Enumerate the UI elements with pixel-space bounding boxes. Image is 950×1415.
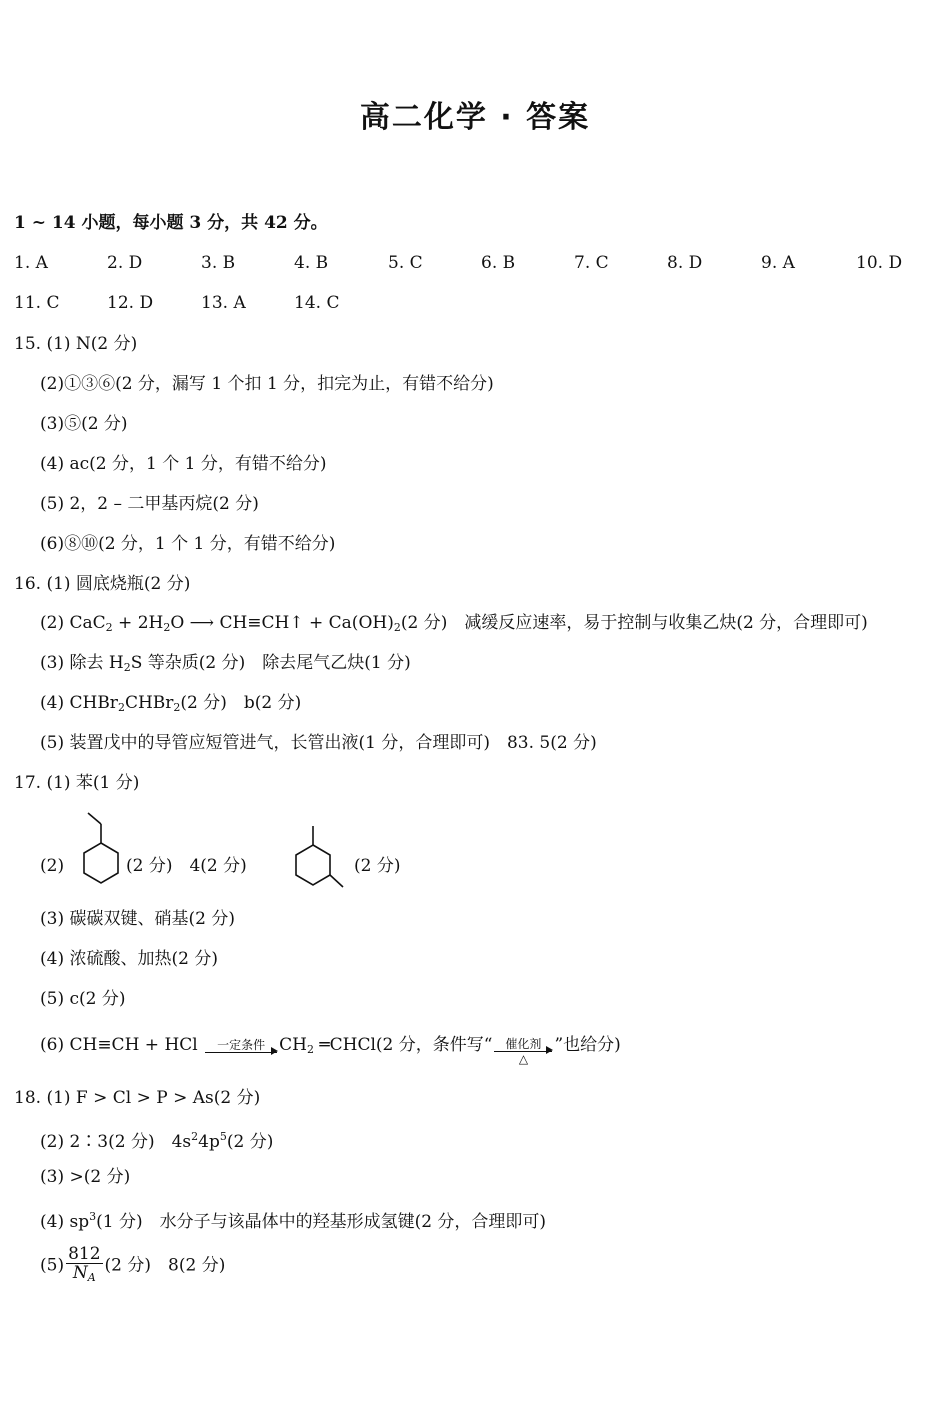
q17-line-1: 17. (1) 苯(1 分) [14,773,140,793]
mc-answer: 3. B [201,253,236,273]
q16-text-part: S 等杂质(2 分) 除去尾气乙炔(1 分) [130,653,411,673]
q16-line-5: (5) 装置戊中的导管应短管进气，长管出液(1 分，合理即可) 83. 5(2 分) [40,733,597,753]
q17-line-4: (4) 浓硫酸、加热(2 分) [40,949,218,969]
q15-line-2: (2)①③⑥(2 分，漏写 1 个扣 1 分，扣完为止，有错不给分) [40,374,494,394]
q16-eq-part: + 2H [112,613,164,633]
q18-line-5 [40,1245,225,1287]
subscript: 2 [306,1043,314,1056]
mc-answer: 5. C [388,253,423,273]
q17-line-2a: (2) [40,856,65,876]
page-title: 高二化学 · 答案 [359,100,591,135]
mc-answer: 2. D [107,253,143,273]
subscript: 2 [105,621,113,634]
q16-text-part: CHBr [124,693,174,713]
mc-answer: 6. B [481,253,516,273]
q18-text-part: 4p [198,1132,220,1152]
q16-text-part: (3) 除去 H [40,653,124,673]
mc-answer: 11. C [14,293,60,313]
q17-line-2c: (2 分) [354,856,401,876]
subscript: 2 [393,621,401,634]
subscript: 2 [117,701,125,714]
subscript: 2 [173,701,181,714]
superscript: 2 [191,1130,199,1143]
fraction [66,1245,102,1287]
ethylcyclohexane-structure-icon [76,808,126,888]
q18-line-3: (3) >(2 分) [40,1167,131,1187]
mc-answer: 9. A [761,253,795,273]
q18-text-part: (4) sp [40,1212,90,1232]
mc-answer: 1. A [14,253,48,273]
arrow-catalyst: 催化剂 [505,1037,542,1051]
superscript: 3 [89,1210,97,1223]
q18-line-2 [40,1126,273,1153]
mc-answer: 10. D [856,253,903,273]
reaction-arrow-icon [205,1038,277,1053]
q17-line-2b: (2 分) 4(2 分) [126,856,247,876]
q16-text-part: (2 分) b(2 分) [180,693,302,713]
mc-answer: 8. D [667,253,703,273]
q16-line-4 [40,692,301,719]
q17-line-5: (5) c(2 分) [40,989,126,1009]
q15-line-1: 15. (1) N(2 分) [14,334,138,354]
q16-line-2 [40,612,868,639]
q16-eq-part: (2 分) 减缓反应速率，易于控制与收集乙炔(2 分，合理即可) [400,613,868,633]
q18-text-part: (2) 2∶3(2 分) 4s [40,1132,192,1152]
q18-text-part: (2 分) 8(2 分) [104,1255,226,1276]
mc-answer: 4. B [294,253,329,273]
arrow-condition: 一定条件 [217,1038,266,1052]
q17-eq-part: ═CHCl(2 分，条件写“ [313,1035,493,1055]
fraction-denominator [66,1264,102,1287]
q18-text-part: (2 分) [226,1132,274,1152]
q15-line-6: (6)⑧⑩(2 分，1 个 1 分，有错不给分) [40,534,336,554]
q16-eq-part: (2) CaC [40,613,106,633]
q17-line-6 [40,1030,621,1065]
q16-line-1: 16. (1) 圆底烧瓶(2 分) [14,574,191,594]
q17-eq-part: (6) CH≡CH + HCl [40,1035,198,1055]
q17-eq-part: CH [279,1035,307,1055]
mc-answer: 14. C [294,293,340,313]
q16-line-3 [40,652,411,679]
mc-answer: 13. A [201,293,246,313]
q15-line-4: (4) ac(2 分，1 个 1 分，有错不给分) [40,454,327,474]
q18-line-4 [40,1206,546,1233]
subscript: 2 [163,621,171,634]
mc-header: 1 ~ 14 小题，每小题 3 分，共 42 分。 [14,213,328,233]
mc-answer: 7. C [574,253,609,273]
dimethylcyclohexane-structure-icon [290,820,350,890]
q17-eq-part: ”也给分) [554,1035,621,1055]
q18-text-part: (1 分) 水分子与该晶体中的羟基形成氢键(2 分，合理即可) [96,1212,547,1232]
subscript: A [87,1271,96,1284]
fraction-numerator: 812 [68,1244,101,1264]
q17-line-3: (3) 碳碳双键、硝基(2 分) [40,909,235,929]
q16-text-part: (4) CHBr [40,693,118,713]
catalyst-arrow-icon [494,1037,552,1066]
arrow-heat: △ [518,1052,529,1066]
q18-line-1: 18. (1) F > Cl > P > As(2 分) [14,1088,261,1108]
q16-eq-part: O ⟶ CH≡CH↑ + Ca(OH) [170,613,394,633]
subscript: 2 [123,661,131,674]
mc-answer: 12. D [107,293,154,313]
avogadro-symbol: N [72,1263,88,1283]
superscript: 5 [219,1130,227,1143]
q15-line-3: (3)⑤(2 分) [40,414,128,434]
q18-text-part: (5) [40,1255,65,1276]
q15-line-5: (5) 2，2 – 二甲基丙烷(2 分) [40,494,259,514]
